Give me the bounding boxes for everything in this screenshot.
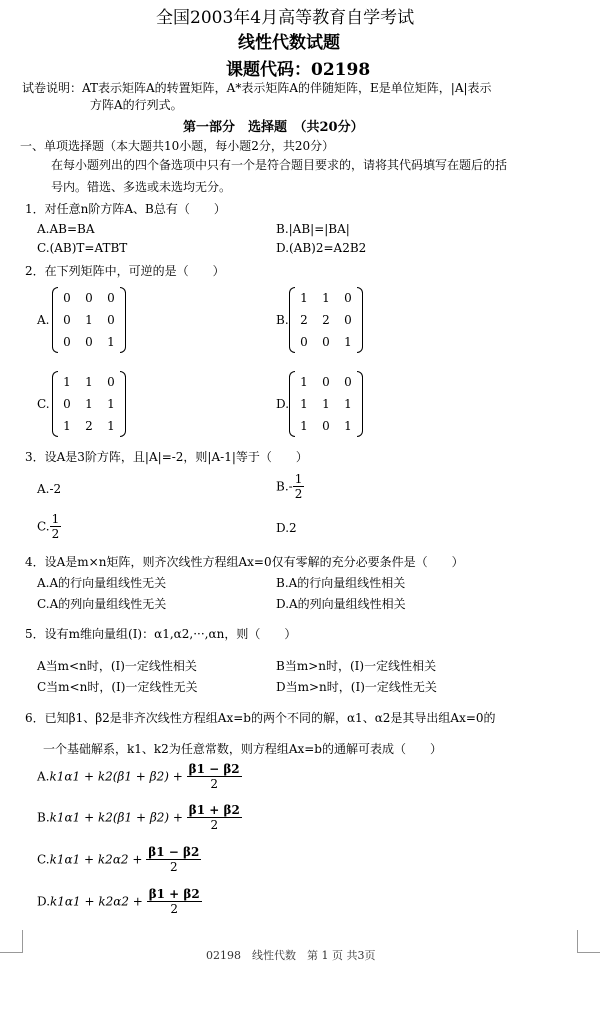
fraction-numerator: 1: [294, 472, 303, 486]
part-title: 第一部分 选择题 （共20分）: [183, 120, 364, 135]
matrix-right-bracket: [357, 287, 363, 353]
matrix-cell: 1: [344, 335, 352, 349]
q1-stem: 1．对任意n阶方阵A、B总有（ ）: [25, 202, 226, 216]
q2-option-b-label: B.: [276, 313, 289, 327]
matrix-cell: 2: [85, 419, 93, 433]
matrix-row: [56, 331, 122, 353]
matrix-cell: 2: [322, 313, 330, 327]
matrix-cell: 0: [85, 335, 93, 349]
notes-line-2: 方阵A的行列式。: [90, 98, 183, 112]
matrix-cell: 1: [85, 313, 93, 327]
q6-stem-2: 一个基础解系，k1、k2为任意常数，则方程组Ax=b的通解可表成（ ）: [43, 742, 442, 756]
exam-title: 全国2003年4月高等教育自学考试: [156, 8, 415, 28]
matrix-right-bracket: [357, 371, 363, 437]
fraction-denominator: 2: [294, 487, 303, 501]
matrix-cell: 1: [107, 419, 115, 433]
matrix-cell: 0: [107, 291, 115, 305]
matrix-cell: 1: [300, 419, 308, 433]
q6-option-a-expression: k1α1 + k2(β1 + β2) +: [49, 769, 183, 784]
matrix-body: [289, 371, 363, 437]
matrix-cell: 0: [344, 313, 352, 327]
q2-option-c-label: C.: [37, 397, 50, 411]
q1-option-a: A.AB=BA: [37, 222, 95, 236]
matrix-cell: 1: [344, 397, 352, 411]
matrix-cell: 0: [85, 291, 93, 305]
q3-option-c-fraction: [50, 512, 62, 541]
matrix-row: [293, 287, 359, 309]
q6-option-c: [37, 845, 201, 874]
q2-matrix-c: [52, 371, 126, 437]
notes-line-1: 试卷说明：AT表示矩阵A的转置矩阵，A*表示矩阵A的伴随矩阵，E是单位矩阵，|A|表示: [22, 81, 492, 95]
exam-subject: 线性代数试题: [238, 33, 340, 53]
q4-option-a: A.A的行向量组线性无关: [37, 576, 167, 590]
matrix-cell: 1: [300, 397, 308, 411]
q3-option-b-fraction: [293, 472, 305, 501]
fraction-denominator: 2: [169, 860, 178, 874]
matrix-row: [56, 371, 122, 393]
matrix-cell: 0: [63, 313, 71, 327]
fraction-numerator: 1: [51, 512, 60, 526]
matrix-cell: 0: [107, 313, 115, 327]
matrix-cell: 1: [63, 419, 71, 433]
q6-option-c-fraction: [146, 845, 201, 874]
section-instruction-2: 号内。错选、多选或未选均无分。: [51, 180, 232, 194]
matrix-cell: 1: [322, 397, 330, 411]
q6-option-d: [37, 887, 202, 916]
matrix-left-bracket: [52, 287, 58, 353]
matrix-left-bracket: [52, 371, 58, 437]
matrix-cell: 1: [85, 397, 93, 411]
matrix-row: [56, 287, 122, 309]
matrix-left-bracket: [289, 371, 295, 437]
q5-stem: 5．设有m维向量组(I)：α1,α2,···,αn，则（ ）: [25, 627, 297, 641]
q6-stem-1: 6．已知β1、β2是非齐次线性方程组Ax=b的两个不同的解，α1、α2是其导出组Ax=0的: [25, 711, 496, 725]
q6-option-b-expression: k1α1 + k2(β1 + β2) +: [49, 810, 183, 825]
matrix-cell: 1: [322, 291, 330, 305]
q1-option-b: B.|AB|=|BA|: [276, 222, 350, 236]
q3-option-d: D.2: [276, 521, 297, 535]
q6-option-b: [37, 803, 242, 832]
corner-mark-bl: [0, 930, 23, 953]
corner-mark-br: [577, 930, 600, 953]
matrix-row: [56, 415, 122, 437]
matrix-cell: 1: [344, 419, 352, 433]
exam-code: 课题代码：02198: [226, 60, 371, 80]
fraction-denominator: 2: [210, 777, 218, 791]
q6-option-c-label: C.: [37, 852, 50, 867]
matrix-row: [293, 415, 359, 437]
q1-option-c: C.(AB)T=ATBT: [37, 241, 128, 255]
matrix-cell: 0: [300, 335, 308, 349]
q3-option-b: [276, 472, 304, 501]
matrix-row: [293, 331, 359, 353]
q2-matrix-d: [289, 371, 363, 437]
q6-option-b-label: B.: [37, 810, 50, 825]
fraction-denominator: 2: [51, 527, 60, 541]
matrix-row: [293, 309, 359, 331]
fraction-denominator: 2: [170, 902, 179, 916]
matrix-cell: 1: [300, 375, 308, 389]
matrix-row: [293, 393, 359, 415]
q2-matrix-b: [289, 287, 363, 353]
fraction-numerator: β1 + β2: [188, 803, 240, 817]
q1-option-d: D.(AB)2=A2B2: [276, 241, 367, 255]
matrix-cell: 0: [322, 419, 330, 433]
matrix-row: [56, 393, 122, 415]
page-footer: 02198 线性代数 第 1 页 共3页: [206, 949, 376, 962]
fraction-numerator: β1 − β2: [188, 762, 240, 776]
matrix-cell: 0: [63, 335, 71, 349]
q5-option-c: C当m<n时，(I)一定线性无关: [37, 680, 198, 694]
q6-option-d-expression: k1α1 + k2α2 +: [50, 894, 143, 909]
q3-stem: 3．设A是3阶方阵，且|A|=-2，则|A-1|等于（ ）: [25, 450, 308, 464]
q2-option-a-label: A.: [37, 313, 50, 327]
matrix-cell: 0: [344, 375, 352, 389]
q6-option-d-label: D.: [37, 894, 51, 909]
matrix-cell: 0: [63, 397, 71, 411]
q5-option-a: A当m<n时，(I)一定线性相关: [37, 659, 197, 673]
q3-option-c: [37, 512, 61, 541]
matrix-body: [52, 371, 126, 437]
fraction-numerator: β1 + β2: [148, 887, 200, 901]
q5-option-d: D当m>n时，(I)一定线性无关: [276, 680, 437, 694]
matrix-right-bracket: [120, 287, 126, 353]
q2-stem: 2．在下列矩阵中，可逆的是（ ）: [25, 264, 225, 278]
q6-option-a-label: A.: [37, 769, 50, 784]
matrix-row: [56, 309, 122, 331]
q6-option-d-fraction: [147, 887, 202, 916]
matrix-cell: 1: [107, 335, 115, 349]
q2-matrix-a: [52, 287, 126, 353]
matrix-cell: 1: [107, 397, 115, 411]
matrix-row: [293, 371, 359, 393]
matrix-cell: 0: [107, 375, 115, 389]
q4-option-d: D.A的列向量组线性相关: [276, 597, 406, 611]
q2-option-d-label: D.: [276, 397, 290, 411]
q6-option-a-fraction: [187, 762, 242, 791]
matrix-cell: 1: [63, 375, 71, 389]
matrix-cell: 2: [300, 313, 308, 327]
q4-stem: 4．设A是m×n矩阵，则齐次线性方程组Ax=0仅有零解的充分必要条件是（ ）: [25, 555, 464, 569]
matrix-left-bracket: [289, 287, 295, 353]
q6-option-a: [37, 762, 242, 791]
matrix-body: [289, 287, 363, 353]
section-instruction-1: 在每小题列出的四个备选项中只有一个是符合题目要求的，请将其代码填写在题后的括: [51, 158, 508, 172]
matrix-cell: 1: [85, 375, 93, 389]
fraction-numerator: β1 − β2: [148, 845, 200, 859]
q4-option-c: C.A的列向量组线性无关: [37, 597, 167, 611]
q3-option-b-label: B.-: [276, 479, 293, 494]
section-title: 一、单项选择题（本大题共10小题，每小题2分，共20分）: [20, 139, 335, 153]
q4-option-b: B.A的行向量组线性相关: [276, 576, 406, 590]
q3-option-c-label: C.: [37, 519, 50, 534]
q6-option-b-fraction: [187, 803, 242, 832]
q6-option-c-expression: k1α1 + k2α2 +: [49, 852, 143, 867]
fraction-denominator: 2: [210, 818, 219, 832]
q5-option-b: B当m>n时，(I)一定线性相关: [276, 659, 437, 673]
matrix-body: [52, 287, 126, 353]
matrix-cell: 0: [63, 291, 71, 305]
matrix-cell: 1: [300, 291, 308, 305]
q3-option-a: A.-2: [37, 482, 62, 496]
matrix-cell: 0: [322, 335, 330, 349]
matrix-cell: 0: [322, 375, 330, 389]
matrix-right-bracket: [120, 371, 126, 437]
matrix-cell: 0: [344, 291, 352, 305]
